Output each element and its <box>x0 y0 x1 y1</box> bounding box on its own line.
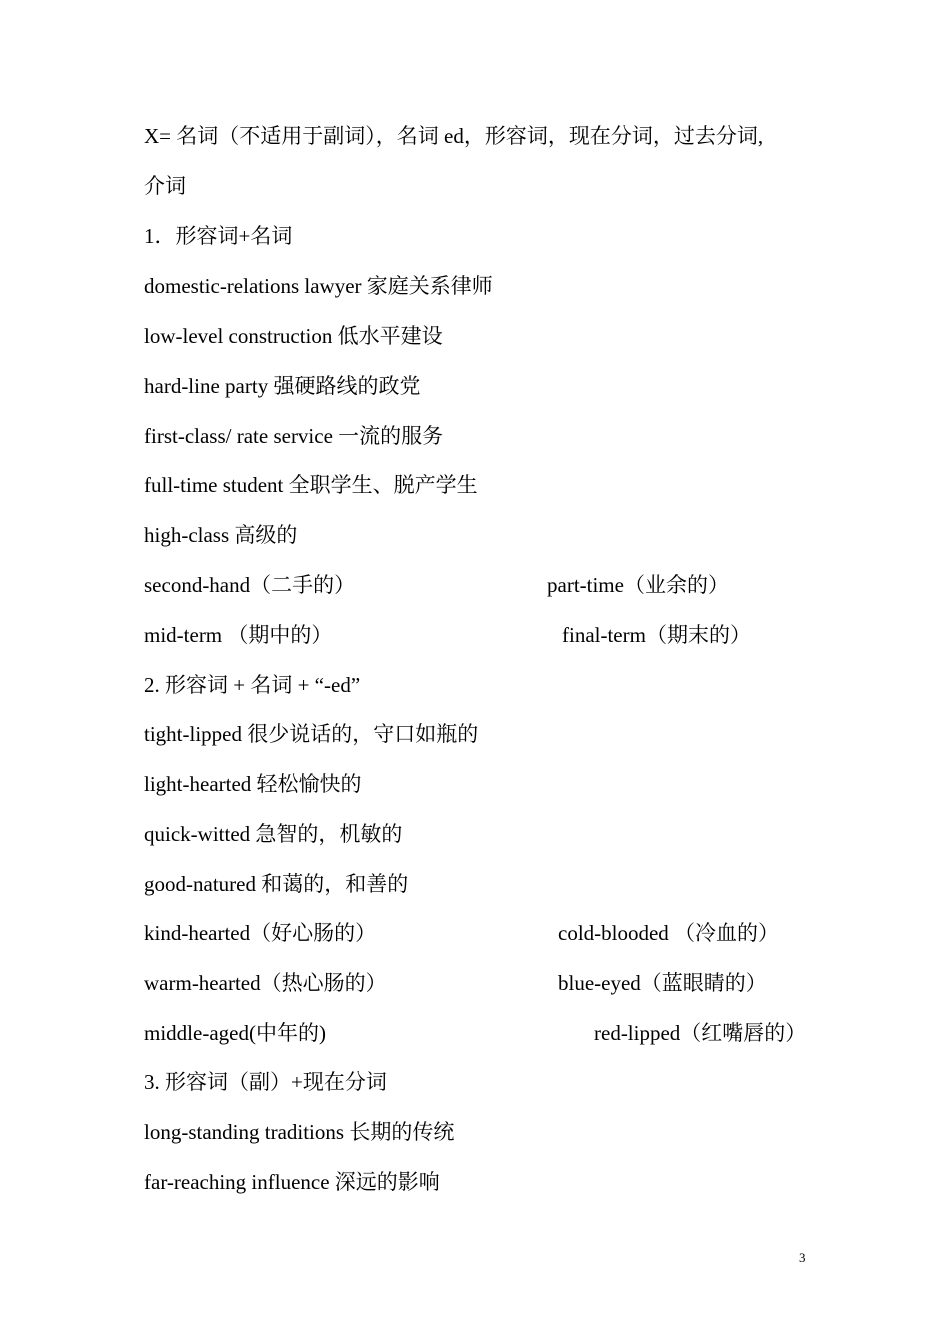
vocab-entry: long-standing traditions 长期的传统 <box>144 1120 455 1144</box>
vocab-entry-right: final-term（期末的） <box>562 623 751 647</box>
vocab-entry: tight-lipped 很少说话的，守口如瓶的 <box>144 722 479 746</box>
vocab-entry: far-reaching influence 深远的影响 <box>144 1170 440 1194</box>
section-heading: 3. 形容词（副）+现在分词 <box>144 1070 387 1094</box>
vocab-entry-left: mid-term （期中的） <box>144 623 333 647</box>
page-number: 3 <box>799 1250 806 1265</box>
vocab-entry-right: part-time（业余的） <box>547 573 729 597</box>
vocab-entry: light-hearted 轻松愉快的 <box>144 772 362 796</box>
vocab-entry-left: middle-aged(中年的) <box>144 1021 326 1045</box>
vocab-entry-right: cold-blooded （冷血的） <box>558 921 780 945</box>
section-heading: 1．形容词+名词 <box>144 224 293 248</box>
vocab-entry-right: blue-eyed（蓝眼睛的） <box>558 971 767 995</box>
vocab-entry-right: red-lipped（红嘴唇的） <box>594 1021 807 1045</box>
vocab-entry: good-natured 和蔼的，和善的 <box>144 872 409 896</box>
vocab-entry: first-class/ rate service 一流的服务 <box>144 424 444 448</box>
section-heading: 2. 形容词 + 名词 + “-ed” <box>144 673 361 697</box>
vocab-entry: domestic-relations lawyer 家庭关系律师 <box>144 274 493 298</box>
vocab-entry-left: second-hand（二手的） <box>144 573 356 597</box>
intro-line-continued: 介词 <box>144 174 186 198</box>
vocab-entry: full-time student 全职学生、脱产学生 <box>144 473 478 497</box>
intro-line: X= 名词（不适用于副词），名词 ed，形容词，现在分词，过去分词, <box>144 124 764 148</box>
vocab-entry: low-level construction 低水平建设 <box>144 324 443 348</box>
vocab-entry: high-class 高级的 <box>144 523 298 547</box>
vocab-entry-left: kind-hearted（好心肠的） <box>144 921 377 945</box>
vocab-entry: quick-witted 急智的，机敏的 <box>144 822 403 846</box>
vocab-entry-left: warm-hearted（热心肠的） <box>144 971 387 995</box>
vocab-entry: hard-line party 强硬路线的政党 <box>144 374 421 398</box>
